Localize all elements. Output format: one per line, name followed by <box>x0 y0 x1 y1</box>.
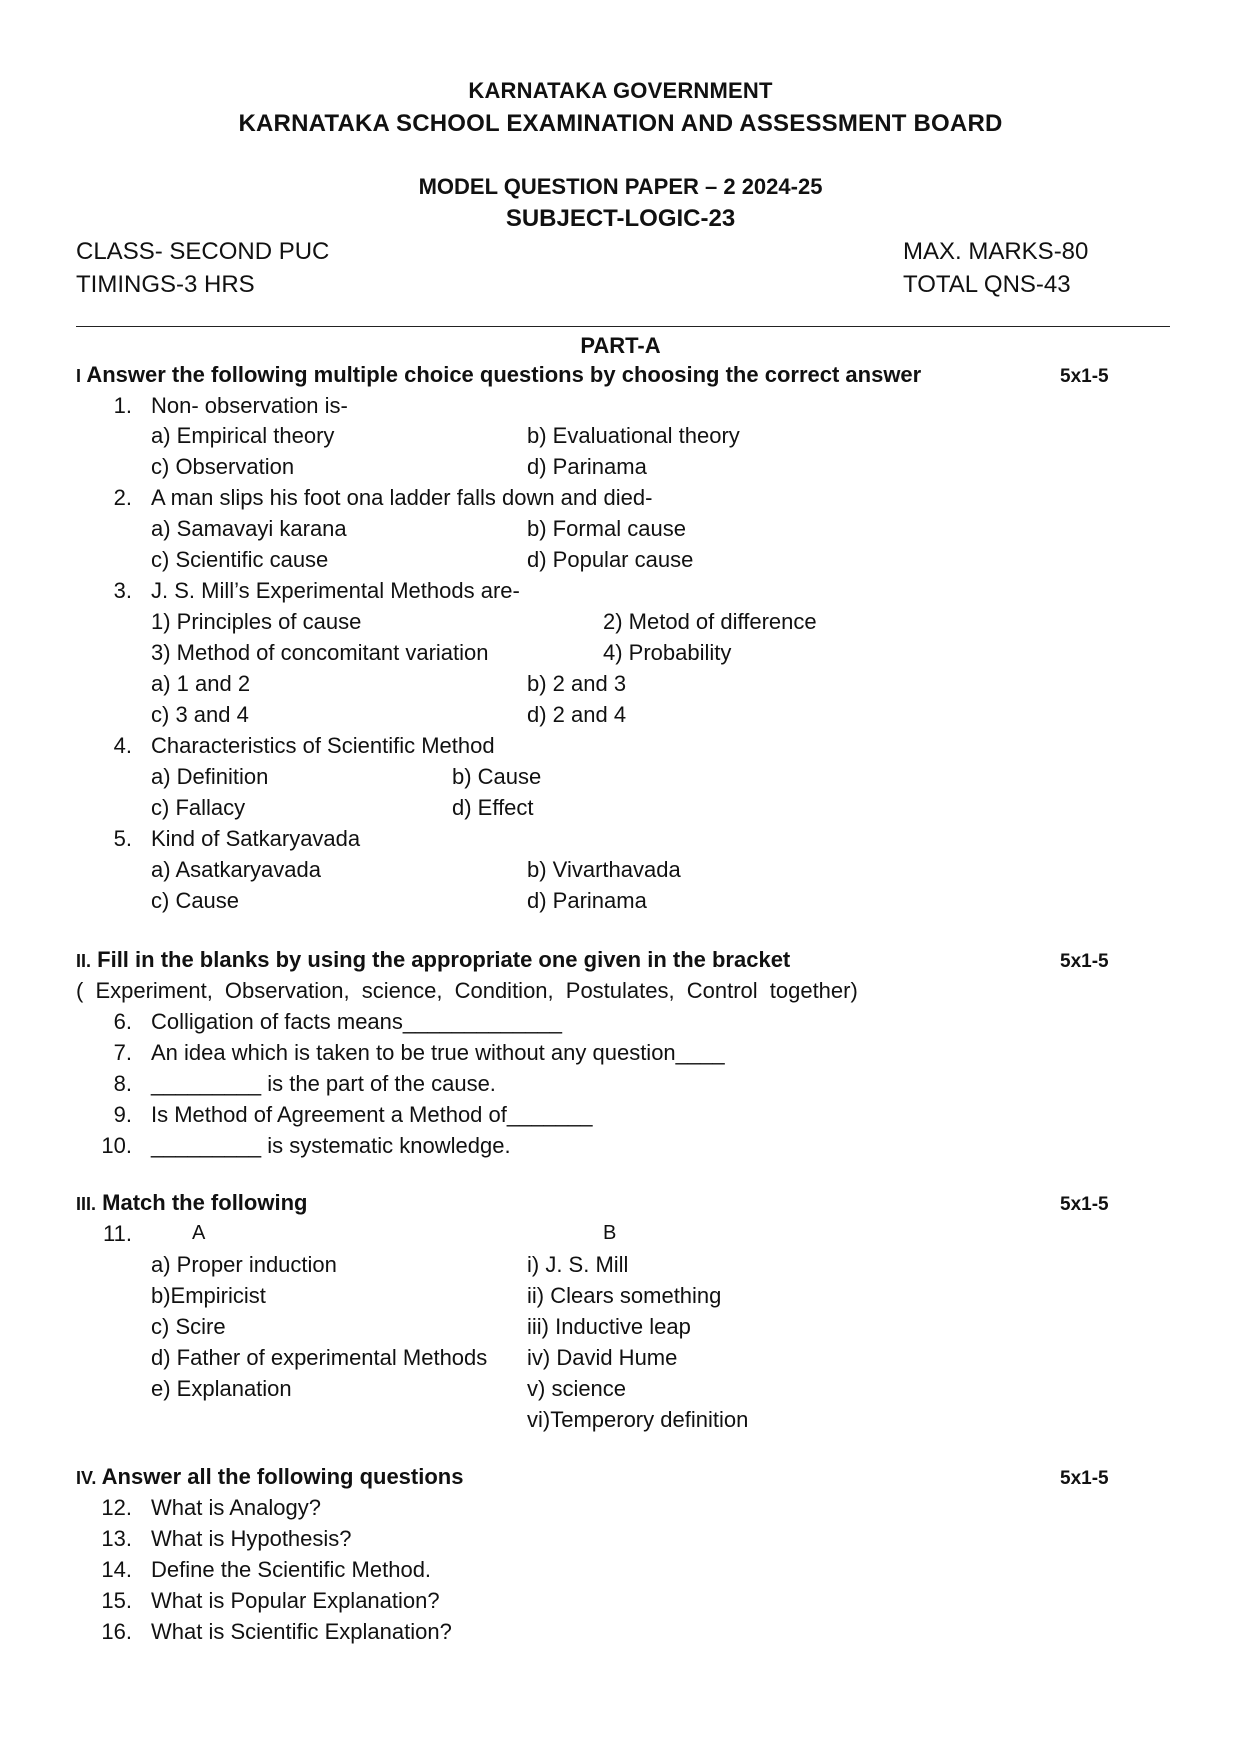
question-text: What is Analogy? <box>151 1495 321 1520</box>
class-label: CLASS- SECOND PUC <box>76 238 330 265</box>
total-questions-label: TOTAL QNS-43 <box>903 271 1071 298</box>
column-b-heading: B <box>603 1222 617 1244</box>
statement-1: 1) Principles of cause <box>151 609 362 634</box>
section-2-number: II. <box>76 951 92 971</box>
question-text: J. S. Mill’s Experimental Methods are- <box>151 578 520 603</box>
word-bank: ( Experiment, Observation, science, Condition, Postulates, Control together) <box>76 978 858 1003</box>
question-text: Is Method of Agreement a Method of_______ <box>151 1102 593 1127</box>
match-left-item: d) Father of experimental Methods <box>151 1345 488 1370</box>
option-c: c) Scientific cause <box>151 547 329 572</box>
section-2-title: Fill in the blanks by using the appropriate one given in the bracket <box>97 947 791 972</box>
paper-title: MODEL QUESTION PAPER – 2 2024-25 <box>418 174 823 199</box>
match-right-item: i) J. S. Mill <box>527 1252 629 1277</box>
match-right-item: vi)Temperory definition <box>527 1407 749 1432</box>
option-c: c) Observation <box>151 454 295 479</box>
option-a: a) Samavayi karana <box>151 516 347 541</box>
question-text: Kind of Satkaryavada <box>151 826 361 851</box>
question-number: 4. <box>113 733 132 758</box>
section-2-marks: 5x1-5 <box>1060 951 1109 972</box>
match-right-item: v) science <box>527 1376 627 1401</box>
subject-title: SUBJECT-LOGIC-23 <box>505 205 736 232</box>
question-number: 3. <box>113 578 132 603</box>
section-1-title: Answer the following multiple choice questions by choosing the correct answer <box>86 362 922 387</box>
part-title: PART-A <box>580 333 661 358</box>
section-3-number: III. <box>76 1194 97 1214</box>
option-c: c) 3 and 4 <box>151 702 249 727</box>
question-text: Non- observation is- <box>151 393 348 418</box>
option-a: a) Definition <box>151 764 269 789</box>
section-2-heading <box>76 947 790 973</box>
match-left-item: c) Scire <box>151 1314 226 1339</box>
question-text: _________ is systematic knowledge. <box>151 1133 511 1158</box>
statement-2: 2) Metod of difference <box>603 609 817 634</box>
header-divider <box>76 326 1170 327</box>
match-left-item: b)Empiricist <box>151 1283 266 1308</box>
question-number: 1. <box>113 393 132 418</box>
question-number: 7. <box>113 1040 132 1065</box>
question-number: 11. <box>103 1221 132 1246</box>
option-c: c) Fallacy <box>151 795 246 820</box>
option-a: a) Asatkaryavada <box>151 857 321 882</box>
match-right-item: iv) David Hume <box>527 1345 678 1370</box>
option-d: d) Parinama <box>527 888 647 913</box>
statement-3: 3) Method of concomitant variation <box>151 640 489 665</box>
section-1-marks: 5x1-5 <box>1060 366 1109 387</box>
section-1-heading <box>76 362 921 388</box>
section-4-title: Answer all the following questions <box>101 1464 464 1489</box>
timings-label: TIMINGS-3 HRS <box>76 271 255 298</box>
question-text: What is Scientific Explanation? <box>151 1619 452 1644</box>
option-d: d) Popular cause <box>527 547 694 572</box>
section-1-number: I <box>76 366 82 386</box>
option-b: b) Cause <box>452 764 542 789</box>
question-number: 5. <box>113 826 132 851</box>
question-number: 9. <box>113 1102 132 1127</box>
option-a: a) 1 and 2 <box>151 671 251 696</box>
statement-4: 4) Probability <box>603 640 732 665</box>
match-left-item: e) Explanation <box>151 1376 292 1401</box>
option-b: b) Formal cause <box>527 516 686 541</box>
question-number: 6. <box>113 1009 132 1034</box>
option-b: b) Vivarthavada <box>527 857 681 882</box>
question-number: 15. <box>101 1588 132 1613</box>
board-title: KARNATAKA SCHOOL EXAMINATION AND ASSESSMENT BOARD <box>238 110 1003 137</box>
section-3-marks: 5x1-5 <box>1060 1194 1109 1215</box>
option-d: d) 2 and 4 <box>527 702 627 727</box>
section-3-heading <box>76 1190 307 1216</box>
question-text: An idea which is taken to be true without any question____ <box>151 1040 725 1065</box>
section-4-number: IV. <box>76 1468 97 1488</box>
question-number: 2. <box>113 485 132 510</box>
question-number: 16. <box>101 1619 132 1644</box>
section-3-title: Match the following <box>102 1190 308 1215</box>
match-right-item: ii) Clears something <box>527 1283 722 1308</box>
question-number: 12. <box>101 1495 132 1520</box>
question-number: 10. <box>101 1133 132 1158</box>
question-number: 14. <box>101 1557 132 1582</box>
option-d: d) Parinama <box>527 454 647 479</box>
question-text: Define the Scientific Method. <box>151 1557 432 1582</box>
question-text: _________ is the part of the cause. <box>151 1071 496 1096</box>
section-4-heading <box>76 1464 463 1490</box>
question-text: What is Popular Explanation? <box>151 1588 440 1613</box>
question-number: 8. <box>113 1071 132 1096</box>
max-marks-label: MAX. MARKS-80 <box>903 238 1089 265</box>
option-a: a) Empirical theory <box>151 423 335 448</box>
option-b: b) Evaluational theory <box>527 423 740 448</box>
section-4-marks: 5x1-5 <box>1060 1468 1109 1489</box>
government-title: KARNATAKA GOVERNMENT <box>468 78 773 103</box>
question-text: What is Hypothesis? <box>151 1526 352 1551</box>
question-number: 13. <box>101 1526 132 1551</box>
question-text: A man slips his foot ona ladder falls down and died- <box>151 485 653 510</box>
match-left-item: a) Proper induction <box>151 1252 337 1277</box>
option-c: c) Cause <box>151 888 240 913</box>
option-d: d) Effect <box>452 795 534 820</box>
match-right-item: iii) Inductive leap <box>527 1314 691 1339</box>
option-b: b) 2 and 3 <box>527 671 627 696</box>
question-text: Colligation of facts means_____________ <box>151 1009 562 1034</box>
column-a-heading: A <box>192 1222 206 1244</box>
question-text: Characteristics of Scientific Method <box>151 733 495 758</box>
